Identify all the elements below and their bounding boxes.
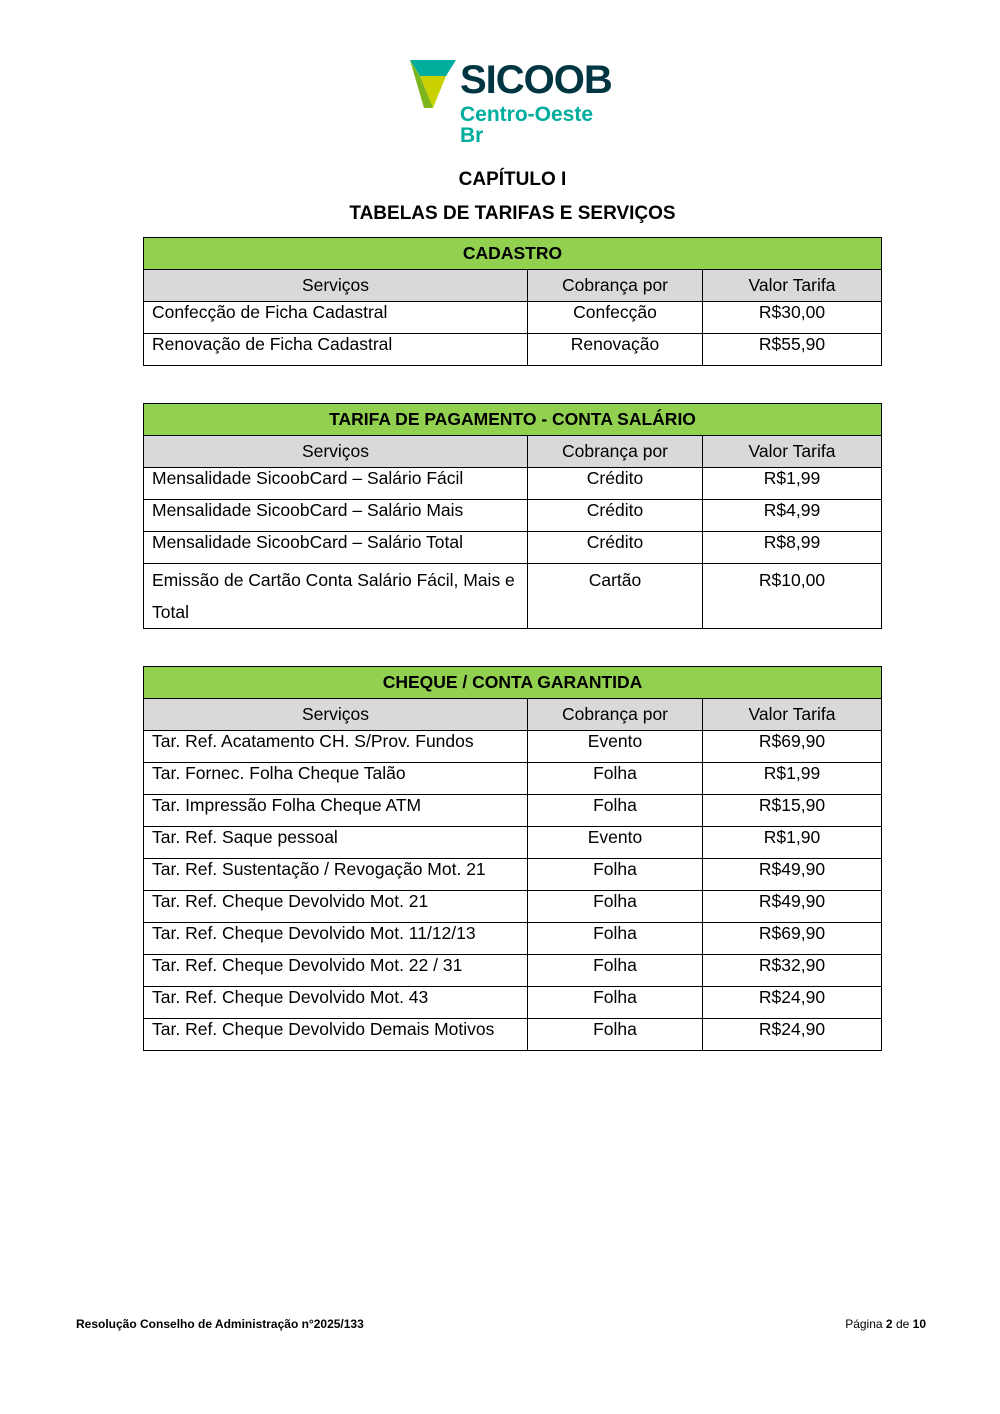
column-header-charge: Cobrança por <box>528 699 703 731</box>
charge-cell: Evento <box>528 731 703 763</box>
service-cell: Tar. Ref. Saque pessoal <box>144 827 528 859</box>
column-header-service: Serviços <box>144 270 528 302</box>
table-cadastro <box>143 237 882 366</box>
value-cell: R$69,90 <box>703 731 882 763</box>
table-row <box>144 827 882 859</box>
value-cell: R$10,00 <box>703 564 882 629</box>
table-conta-salario <box>143 403 882 629</box>
charge-cell: Confecção <box>528 302 703 334</box>
column-header-service: Serviços <box>144 436 528 468</box>
service-cell: Tar. Impressão Folha Cheque ATM <box>144 795 528 827</box>
column-header-value: Valor Tarifa <box>703 436 882 468</box>
table-row <box>144 302 882 334</box>
table-row <box>144 731 882 763</box>
charge-cell: Crédito <box>528 468 703 500</box>
column-header-value: Valor Tarifa <box>703 699 882 731</box>
service-cell: Tar. Ref. Cheque Devolvido Mot. 43 <box>144 987 528 1019</box>
page-word: Página <box>845 1317 883 1331</box>
value-cell: R$15,90 <box>703 795 882 827</box>
value-cell: R$32,90 <box>703 955 882 987</box>
value-cell: R$24,90 <box>703 987 882 1019</box>
column-header-value: Valor Tarifa <box>703 270 882 302</box>
footer-page-number <box>845 1317 926 1331</box>
service-cell: Tar. Ref. Cheque Devolvido Mot. 21 <box>144 891 528 923</box>
service-cell: Emissão de Cartão Conta Salário Fácil, Mais e Total <box>144 564 528 629</box>
sicoob-logo <box>408 56 618 147</box>
value-cell: R$1,99 <box>703 468 882 500</box>
value-cell: R$1,90 <box>703 827 882 859</box>
charge-cell: Folha <box>528 1019 703 1051</box>
value-cell: R$49,90 <box>703 891 882 923</box>
table-row <box>144 891 882 923</box>
charge-cell: Folha <box>528 955 703 987</box>
table-row <box>144 795 882 827</box>
service-cell: Tar. Ref. Acatamento CH. S/Prov. Fundos <box>144 731 528 763</box>
service-cell: Tar. Ref. Cheque Devolvido Demais Motivos <box>144 1019 528 1051</box>
column-header-charge: Cobrança por <box>528 436 703 468</box>
service-cell: Tar. Ref. Sustentação / Revogação Mot. 21 <box>144 859 528 891</box>
table-row <box>144 955 882 987</box>
chapter-subtitle: TABELAS DE TARIFAS E SERVIÇOS <box>349 203 676 224</box>
table-cheque-conta-garantida <box>143 666 882 1051</box>
table-row <box>144 564 882 629</box>
table-title: CHEQUE / CONTA GARANTIDA <box>144 667 882 699</box>
table-row <box>144 468 882 500</box>
logo-subtitle: Centro-Oeste Br <box>460 103 594 147</box>
charge-cell: Crédito <box>528 532 703 564</box>
value-cell: R$49,90 <box>703 859 882 891</box>
page-current: 2 <box>885 1317 893 1331</box>
table-title: CADASTRO <box>144 238 882 270</box>
charge-cell: Folha <box>528 923 703 955</box>
charge-cell: Folha <box>528 859 703 891</box>
service-cell: Mensalidade SicoobCard – Salário Total <box>144 532 528 564</box>
service-cell: Tar. Ref. Cheque Devolvido Mot. 11/12/13 <box>144 923 528 955</box>
charge-cell: Evento <box>528 827 703 859</box>
charge-cell: Crédito <box>528 500 703 532</box>
charge-cell: Folha <box>528 763 703 795</box>
value-cell: R$4,99 <box>703 500 882 532</box>
page-total: 10 <box>912 1317 926 1331</box>
sicoob-logo-icon <box>408 58 458 110</box>
value-cell: R$69,90 <box>703 923 882 955</box>
column-header-service: Serviços <box>144 699 528 731</box>
charge-cell: Folha <box>528 795 703 827</box>
service-cell: Tar. Ref. Cheque Devolvido Mot. 22 / 31 <box>144 955 528 987</box>
service-cell: Tar. Fornec. Folha Cheque Talão <box>144 763 528 795</box>
chapter-title: CAPÍTULO I <box>458 169 567 190</box>
table-row <box>144 532 882 564</box>
charge-cell: Folha <box>528 891 703 923</box>
table-row <box>144 334 882 366</box>
footer-resolution: Resolução Conselho de Administração n°2025/133 <box>76 1317 364 1331</box>
column-header-charge: Cobrança por <box>528 270 703 302</box>
charge-cell: Cartão <box>528 564 703 629</box>
table-row <box>144 987 882 1019</box>
service-cell: Renovação de Ficha Cadastral <box>144 334 528 366</box>
table-row <box>144 859 882 891</box>
value-cell: R$24,90 <box>703 1019 882 1051</box>
table-row <box>144 763 882 795</box>
table-row <box>144 500 882 532</box>
charge-cell: Folha <box>528 987 703 1019</box>
table-title: TARIFA DE PAGAMENTO - CONTA SALÁRIO <box>144 404 882 436</box>
table-row <box>144 923 882 955</box>
value-cell: R$30,00 <box>703 302 882 334</box>
value-cell: R$55,90 <box>703 334 882 366</box>
service-cell: Mensalidade SicoobCard – Salário Mais <box>144 500 528 532</box>
value-cell: R$8,99 <box>703 532 882 564</box>
charge-cell: Renovação <box>528 334 703 366</box>
service-cell: Confecção de Ficha Cadastral <box>144 302 528 334</box>
service-cell: Mensalidade SicoobCard – Salário Fácil <box>144 468 528 500</box>
table-row <box>144 1019 882 1051</box>
value-cell: R$1,99 <box>703 763 882 795</box>
page-of: de <box>895 1317 910 1331</box>
logo-brand: SICOOB <box>460 58 612 102</box>
